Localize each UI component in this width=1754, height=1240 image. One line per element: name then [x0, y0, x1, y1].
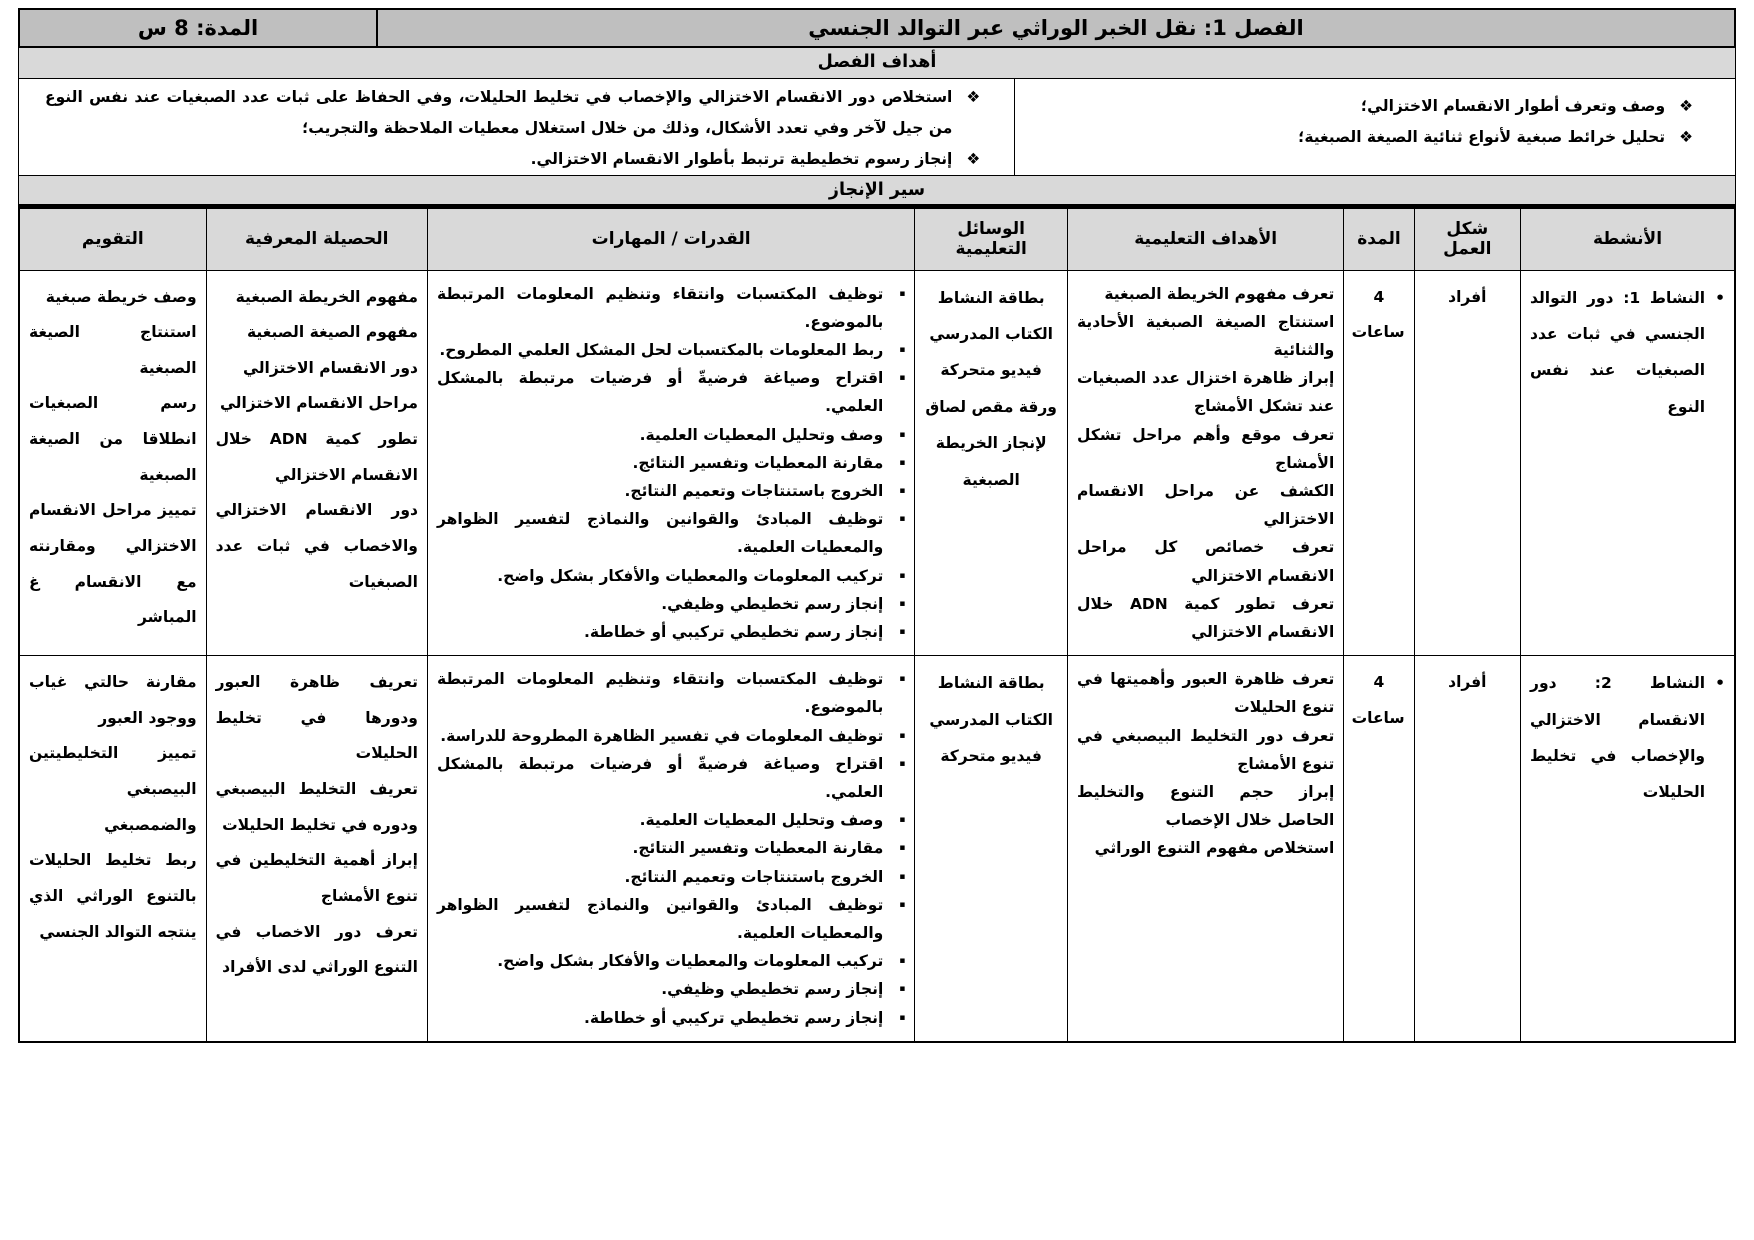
activity-text: النشاط 2: دور الانقسام الاختزالي والإخصاب في تخليط الحليلات — [1530, 674, 1706, 802]
knowledge-cell — [206, 270, 427, 656]
square-bullet-icon: ▪ — [899, 815, 906, 826]
skill-text: اقتراح وصياغة فرضيةّ أو فرضيات مرتبطة بالمشكل العلمي. — [436, 754, 884, 801]
evaluation-line: وصف خريطة صبغية — [45, 287, 197, 306]
knowledge-line: مفهوم الصيغة الصبغية — [246, 323, 418, 342]
knowledge-line: تعرف دور الاخصاب في التنوع الوراثي لدى الأفراد — [215, 922, 418, 977]
skill-item — [437, 806, 905, 834]
objective-line: استنتاج الصيغة الصبغية الأحادية والثنائية — [1077, 312, 1335, 359]
diamond-bullet-icon: ❖ — [966, 88, 981, 106]
objective-line: تعرف خصائص كل مراحل الانقسام الاختزالي — [1077, 538, 1335, 585]
skill-text: الخروج باستنتاجات وتعميم النتائج. — [624, 481, 884, 500]
objective-line: الكشف عن مراحل الانقسام الاختزالي — [1077, 481, 1335, 529]
activity-item — [1530, 665, 1725, 811]
activity-cell — [1521, 656, 1735, 1042]
square-bullet-icon: ▪ — [899, 373, 906, 384]
objective-line: تعرف موقع وأهم مراحل تشكل الأمشاج — [1077, 425, 1335, 472]
duration-cell: 4 ساعات — [1344, 656, 1414, 1042]
objectives-box — [18, 79, 1736, 176]
means-line: بطاقة النشاط — [937, 288, 1045, 307]
skill-item — [437, 722, 905, 750]
square-bullet-icon: ▪ — [899, 429, 906, 440]
square-bullet-icon: ▪ — [899, 674, 906, 685]
activity-item — [1530, 280, 1725, 426]
means-line: الكتاب المدرسي — [929, 710, 1053, 729]
square-bullet-icon: ▪ — [899, 598, 906, 609]
chapter-title: الفصل 1: نقل الخبر الوراثي عبر التوالد الجنسي — [808, 16, 1304, 40]
diamond-bullet-icon: ❖ — [966, 150, 981, 168]
skill-item — [437, 336, 905, 364]
objective-item — [45, 82, 980, 144]
square-bullet-icon: ▪ — [899, 626, 906, 637]
skill-text: اقتراح وصياغة فرضيةّ أو فرضيات مرتبطة بالمشكل العلمي. — [436, 369, 884, 416]
activity-cell — [1521, 270, 1735, 656]
evaluation-line: تمييز التخليطيتين البيصبغي والضمصبغي — [29, 744, 197, 834]
table-header-row — [19, 208, 1735, 270]
square-bullet-icon: ▪ — [899, 899, 906, 910]
square-bullet-icon: ▪ — [899, 457, 906, 468]
knowledge-cell — [206, 656, 427, 1042]
chapter-duration: المدة: 8 س — [20, 10, 378, 46]
means-line: فيديو متحركة — [940, 746, 1042, 765]
activity-text: النشاط 1: دور التوالد الجنسي في ثبات عدد الصبغيات عند نفس النوع — [1530, 288, 1706, 416]
skill-text: ربط المعلومات بالمكتسبات لحل المشكل العلمي المطروح. — [439, 340, 884, 359]
objective-item — [1027, 91, 1693, 122]
objective-line: تعرف ظاهرة العبور وأهميتها في تنوع الحليلات — [1077, 670, 1335, 717]
teaching-means-cell — [915, 656, 1068, 1042]
objective-text: تحليل خرائط صبغية لأنواع ثنائية الصيغة الصبغية؛ — [1298, 128, 1666, 146]
objective-item — [45, 144, 980, 175]
evaluation-line: مقارنة حالتي غياب ووجود العبور — [29, 673, 197, 727]
duration-cell: 4 ساعات — [1344, 270, 1414, 656]
skill-item — [437, 1004, 905, 1032]
skill-item — [437, 364, 905, 420]
col-header-means: الوسائل التعليمية — [915, 208, 1068, 270]
skill-text: تركيب المعلومات والمعطيات والأفكار بشكل واضح. — [497, 952, 884, 971]
objectives-section-header: أهداف الفصل — [18, 48, 1736, 79]
skill-item — [437, 562, 905, 590]
skill-item — [437, 975, 905, 1003]
means-line: ورقة مقص لصاق لإنجاز الخريطة الصبغية — [925, 397, 1057, 489]
knowledge-line: مراحل الانقسام الاختزالي — [219, 394, 418, 413]
table-row-activity-2 — [19, 656, 1735, 1042]
col-header-work-form: شكل العمل — [1414, 208, 1520, 270]
dot-bullet-icon: • — [1715, 674, 1725, 693]
knowledge-line: إبراز أهمية التخليطين في تنوع الأمشاج — [215, 851, 418, 905]
skill-item — [437, 863, 905, 891]
skill-item — [437, 505, 905, 561]
objective-line: تعرف تطور كمية ADN خلال الانقسام الاختزالي — [1077, 594, 1335, 641]
skill-item — [437, 891, 905, 947]
skill-text: مقارنة المعطيات وتفسير النتائج. — [632, 453, 884, 472]
evaluation-cell — [19, 270, 206, 656]
progress-section-header: سير الإنجاز — [18, 176, 1736, 207]
objective-text: استخلاص دور الانقسام الاختزالي والإخصاب في تخليط الحليلات، وفي الحفاظ على ثبات عدد الصبغيات عند نفس النوع من جيل لآخر وفي تعدد الأشكال، وذلك من خلال استغلال معطيات الملاحظة والتجريب؛ — [45, 88, 953, 137]
work-form-cell: أفراد — [1414, 656, 1520, 1042]
objective-item — [1027, 122, 1693, 153]
skill-text: وصف وتحليل المعطيات العلمية. — [639, 425, 884, 444]
square-bullet-icon: ▪ — [899, 344, 906, 355]
skill-text: إنجاز رسم تخطيطي وظيفي. — [661, 594, 884, 613]
evaluation-line: تمييز مراحل الانقسام الاختزالي ومقارنته مع الانقسام غ المباشر — [29, 501, 197, 627]
skill-text: توظيف المبادئ والقوانين والنماذج لتفسير الظواهر والمعطيات العلمية. — [436, 510, 884, 557]
col-header-skills: القدرات / المهارات — [427, 208, 914, 270]
skill-item — [437, 590, 905, 618]
skill-text: توظيف المكتسبات وانتقاء وتنظيم المعلومات المرتبطة بالموضوع. — [436, 284, 884, 331]
knowledge-line: تعريف التخليط البيصبغي ودوره في تخليط الحليلات — [215, 780, 418, 834]
skill-text: توظيف المعلومات في تفسير الظاهرة المطروحة للدراسة. — [440, 726, 884, 745]
skill-text: مقارنة المعطيات وتفسير النتائج. — [632, 839, 884, 858]
square-bullet-icon: ▪ — [899, 984, 906, 995]
evaluation-line: استنتاج الصيغة الصبغية — [29, 323, 197, 377]
skill-item — [437, 280, 905, 336]
evaluation-line: رسم الصبغيات انطلاقا من الصيغة الصبغية — [29, 394, 197, 484]
objective-text: وصف وتعرف أطوار الانقسام الاختزالي؛ — [1360, 97, 1666, 115]
skill-item — [437, 618, 905, 646]
square-bullet-icon: ▪ — [899, 570, 906, 581]
square-bullet-icon: ▪ — [899, 843, 906, 854]
skill-text: توظيف المكتسبات وانتقاء وتنظيم المعلومات المرتبطة بالموضوع. — [436, 670, 884, 717]
dot-bullet-icon: • — [1715, 288, 1725, 307]
means-line: فيديو متحركة — [940, 361, 1042, 380]
teaching-means-cell — [915, 270, 1068, 656]
skills-cell — [427, 656, 914, 1042]
means-line: الكتاب المدرسي — [929, 324, 1053, 343]
diamond-bullet-icon: ❖ — [1679, 97, 1693, 115]
col-header-duration: المدة — [1344, 208, 1414, 270]
diamond-bullet-icon: ❖ — [1679, 128, 1693, 146]
skill-item — [437, 947, 905, 975]
skill-text: إنجاز رسم تخطيطي وظيفي. — [661, 980, 884, 999]
knowledge-line: دور الانقسام الاختزالي — [243, 358, 418, 377]
progress-table — [18, 207, 1736, 1043]
objectives-column-left — [19, 79, 1014, 175]
skill-item — [437, 477, 905, 505]
objective-text: إنجاز رسوم تخطيطية ترتبط بأطوار الانقسام الاختزالي. — [530, 150, 953, 168]
skill-item — [437, 834, 905, 862]
teaching-objectives-cell — [1068, 656, 1344, 1042]
objective-line: تعرف مفهوم الخريطة الصبغية — [1104, 284, 1335, 303]
square-bullet-icon: ▪ — [899, 514, 906, 525]
square-bullet-icon: ▪ — [899, 871, 906, 882]
objective-line: إبراز ظاهرة اختزال عدد الصبغيات عند تشكل الأمشاج — [1077, 369, 1335, 416]
table-row-activity-1 — [19, 270, 1735, 656]
square-bullet-icon: ▪ — [899, 485, 906, 496]
means-line: بطاقة النشاط — [937, 674, 1045, 693]
col-header-evaluation: التقويم — [19, 208, 206, 270]
skill-text: إنجاز رسم تخطيطي تركيبي أو خطاطة. — [584, 622, 884, 641]
skill-text: إنجاز رسم تخطيطي تركيبي أو خطاطة. — [584, 1008, 884, 1027]
square-bullet-icon: ▪ — [899, 730, 906, 741]
skill-text: وصف وتحليل المعطيات العلمية. — [639, 811, 884, 830]
evaluation-line: ربط تخليط الحليلات بالتنوع الوراثي الذي ينتجه التوالد الجنسي — [29, 851, 197, 941]
knowledge-line: تطور كمية ADN خلال الانقسام الاختزالي — [215, 430, 418, 484]
square-bullet-icon: ▪ — [899, 1012, 906, 1023]
skill-item — [437, 421, 905, 449]
objectives-column-right — [1014, 79, 1735, 175]
document-header — [18, 8, 1736, 48]
skill-text: تركيب المعلومات والمعطيات والأفكار بشكل واضح. — [497, 566, 884, 585]
col-header-activities: الأنشطة — [1521, 208, 1735, 270]
skill-text: الخروج باستنتاجات وتعميم النتائج. — [624, 867, 884, 886]
knowledge-line: دور الانقسام الاختزالي والاخصاب في ثبات عدد الصبغيات — [215, 501, 418, 591]
skill-text: توظيف المبادئ والقوانين والنماذج لتفسير الظواهر والمعطيات العلمية. — [436, 895, 884, 942]
work-form-cell: أفراد — [1414, 270, 1520, 656]
square-bullet-icon: ▪ — [899, 288, 906, 299]
knowledge-line: مفهوم الخريطة الصبغية — [235, 287, 418, 306]
col-header-knowledge: الحصيلة المعرفية — [206, 208, 427, 270]
objective-line: استخلاص مفهوم التنوع الوراثي — [1094, 839, 1335, 858]
knowledge-line: تعريف ظاهرة العبور ودورها في تخليط الحليلات — [215, 673, 418, 763]
square-bullet-icon: ▪ — [899, 956, 906, 967]
skill-item — [437, 449, 905, 477]
objective-line: إبراز حجم التنوع والتخليط الحاصل خلال الإخصاب — [1077, 782, 1335, 830]
skills-cell — [427, 270, 914, 656]
col-header-objectives: الأهداف التعليمية — [1068, 208, 1344, 270]
skill-item — [437, 750, 905, 806]
square-bullet-icon: ▪ — [899, 758, 906, 769]
objective-line: تعرف دور التخليط البيصبغي في تنوع الأمشاج — [1077, 726, 1335, 773]
teaching-objectives-cell — [1068, 270, 1344, 656]
skill-item — [437, 665, 905, 721]
evaluation-cell — [19, 656, 206, 1042]
